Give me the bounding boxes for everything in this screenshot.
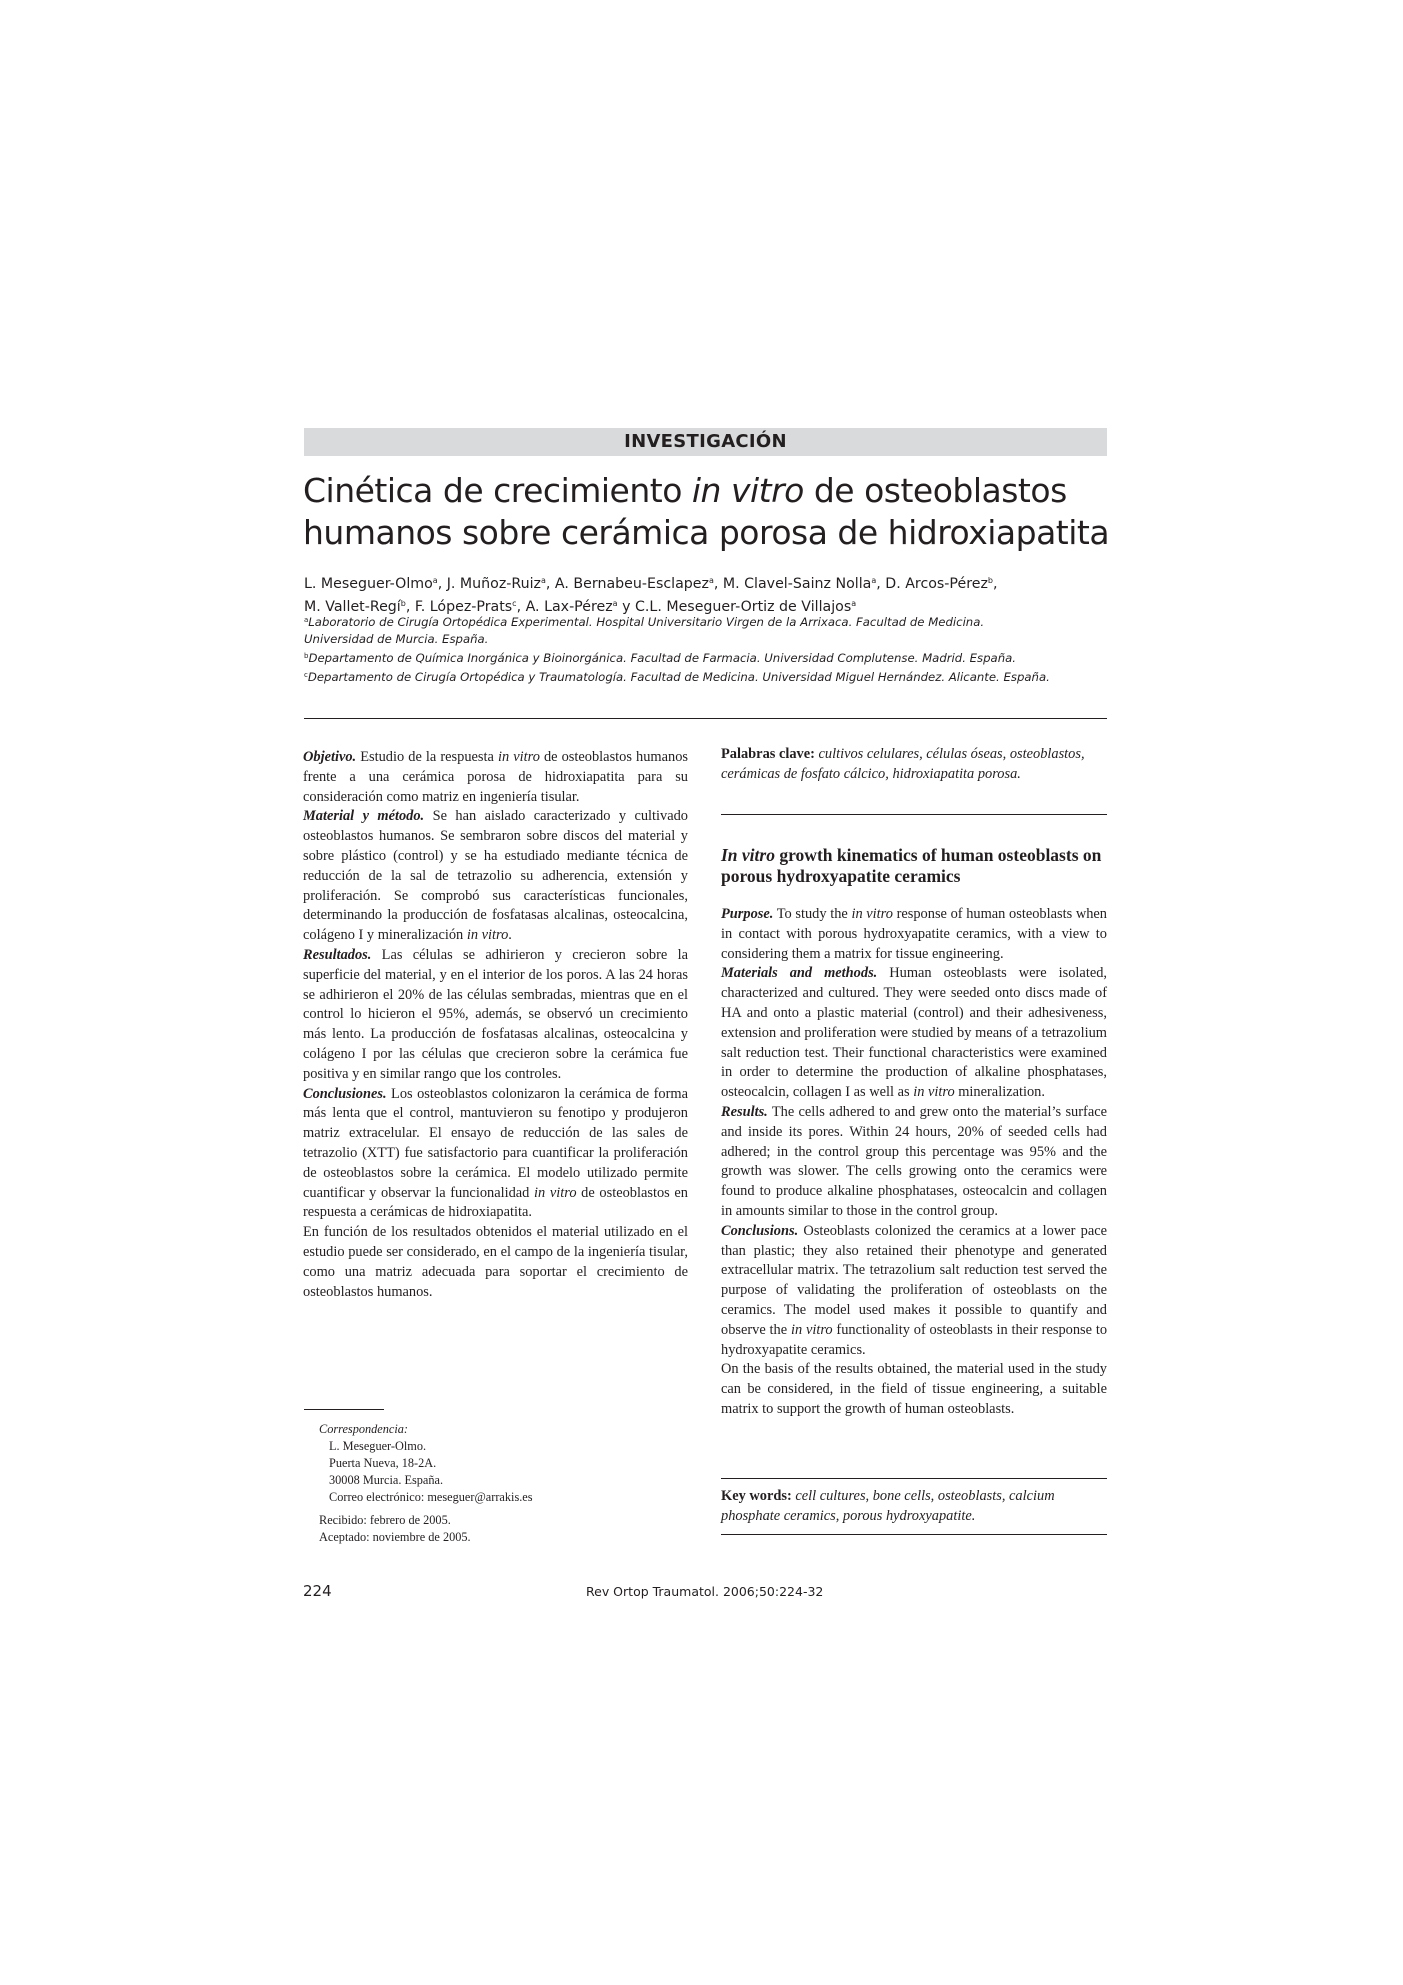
english-final: On the basis of the results obtained, the material used in the study can be considered, in the field of tissue engineering, a suitable matrix to support the growth of human osteoblasts. bbox=[721, 1361, 1107, 1417]
keywords-bottom-divider bbox=[721, 1534, 1107, 1535]
english-conclusions: Conclusions. Osteoblasts colonized the ceramics at a lower pace than plastic; they also retained their phenotype and generated extracellular matrix. The tetrazolium salt reduction test served the purpose of validating the proliferation of osteoblasts on the ceramics. The model used makes it possible to quantify and observe the in vitro functionality of osteoblasts in their response to hydroxyapatite ceramics. bbox=[721, 1222, 1108, 1358]
journal-citation: Rev Ortop Traumatol. 2006;50:224-32 bbox=[586, 1584, 824, 1599]
page-number: 224 bbox=[303, 1582, 332, 1600]
correspondence-block: Correspondencia: L. Meseguer-Olmo. Puerta Nueva, 18-2A. 30008 Murcia. España. Correo electrónico: meseguer@arrakis.es Recibido: febrero de 2005. Aceptado: noviembre de 2005. bbox=[319, 1422, 533, 1544]
english-purpose: Purpose. To study the in vitro response of human osteoblasts when in contact with porous hydroxyapatite ceramics, with a view to considering them a matrix for tissue engineering. bbox=[721, 906, 1107, 962]
resumen-final: En función de los resultados obtenidos el material utilizado en el estudio puede ser considerado, en el campo de la ingeniería tisular, como una matriz adecuada para soportar el crecimiento de osteoblastos humanos. bbox=[303, 1224, 688, 1300]
english-abstract bbox=[721, 905, 1107, 1420]
english-title: In vitro growth kinematics of human osteoblasts on porous hydroxyapatite ceramics bbox=[721, 845, 1102, 886]
article-title: Cinética de crecimiento in vitro de osteoblastos humanos sobre cerámica porosa de hidroxiapatita bbox=[303, 471, 1110, 552]
affiliations bbox=[304, 612, 1124, 686]
resumen-conclusiones: Conclusiones. Los osteoblastos colonizaron la cerámica de forma más lenta que el control, mantuvieron su fenotipo y produjeron matriz extracelular. El ensayo de reducción de las sales de tetrazolio (XTT) fue satisfactorio para cuantificar la proliferación de osteoblastos sobre la cerámica. El modelo utilizado permite cuantificar y observar la funcionalidad in vitro de osteoblastos en respuesta a cerámicas de hidroxiapatita. bbox=[303, 1085, 689, 1221]
keywords-top-divider bbox=[721, 1478, 1107, 1479]
palabras-clave: Palabras clave: cultivos celulares, células óseas, osteoblastos, cerámicas de fosfato cálcico, hidroxiapatita porosa. bbox=[721, 746, 1085, 782]
section-heading: INVESTIGACIÓN bbox=[304, 428, 1107, 456]
header-divider bbox=[304, 718, 1107, 719]
affiliation-c: $^c$Departamento de Cirugía Ortopédica y Traumatología. Facultad de Medicina. Universidad Miguel Hernández. Alicante. España. bbox=[304, 670, 1050, 684]
english-methods: Materials and methods. Human osteoblasts were isolated, characterized and cultured. They were seeded onto discs made of HA and onto a plastic material (control) and their adhesiveness, extension and proliferation were studied by means of a tetrazolium salt reduction test. Their functional characteristics were examined in order to determine the production of alkaline phosphatases, osteocalcin, collagen I as well as in vitro mineralization. bbox=[721, 965, 1107, 1101]
english-keywords: Key words: cell cultures, bone cells, osteoblasts, calcium phosphate ceramics, porous hydroxyapatite. bbox=[721, 1488, 1055, 1524]
affiliation-a: $^a$Laboratorio de Cirugía Ortopédica Experimental. Hospital Universitario Virgen de la Arrixaca. Facultad de Medicina. Universidad de Murcia. España. bbox=[304, 615, 985, 646]
author-list: L. Meseguer-Olmo$^a$, J. Muñoz-Ruiz$^a$, A. Bernabeu-Esclapez$^a$, M. Clavel-Sainz Nolla$^a$, D. Arcos-Pérez$^b$, M. Vallet-Regí$^b$, F. López-Prats$^c$, A. Lax-Pérez$^a$ y C.L. Meseguer-Ortiz de Villajos$^a$ bbox=[304, 576, 998, 615]
english-results: Results. The cells adhered to and grew onto the material’s surface and inside its pores. Within 24 hours, 20% of seeded cells had adhered; in the control group this percentage was 95% and the growth was slower. The cells growing onto the ceramics were found to produce alkaline phosphatases, osteocalcin and collagen in amounts similar to those in the control group. bbox=[721, 1103, 1107, 1219]
keywords-divider bbox=[721, 814, 1107, 815]
affiliation-b: $^b$Departamento de Química Inorgánica y Bioinorgánica. Facultad de Farmacia. Universidad Complutense. Madrid. España. bbox=[304, 651, 1016, 665]
resumen-column bbox=[303, 748, 688, 1302]
resumen-material: Material y método. Se han aislado caracterizado y cultivado osteoblastos humanos. Se sembraron sobre discos del material y sobre plástico (control) y se ha estudiado mediante técnica de reducción de la sal de tetrazolio su adherencia, extensión y proliferación. Se comprobó sus características funcionales, determinando la producción de fosfatasas alcalinas, osteocalcina, colágeno I y mineralización in vitro. bbox=[303, 808, 688, 944]
resumen-objetivo: Objetivo. Estudio de la respuesta in vitro de osteoblastos humanos frente a una cerámica porosa de hidroxiapatita para su consideración como matriz en ingeniería tisular. bbox=[303, 749, 688, 805]
correspondence-divider bbox=[304, 1409, 384, 1410]
resumen-resultados: Resultados. Las células se adhirieron y crecieron sobre la superficie del material, y en el interior de los poros. A las 24 horas se adhirieron el 20% de las células sembradas, mientras que en el control lo hicieron el 95%, además, se observó un crecimiento más lento. La producción de fosfatasas alcalinas, osteocalcina y colágeno I por las células que crecieron sobre la cerámica fue positiva y en similar rango que los controles. bbox=[303, 946, 688, 1082]
